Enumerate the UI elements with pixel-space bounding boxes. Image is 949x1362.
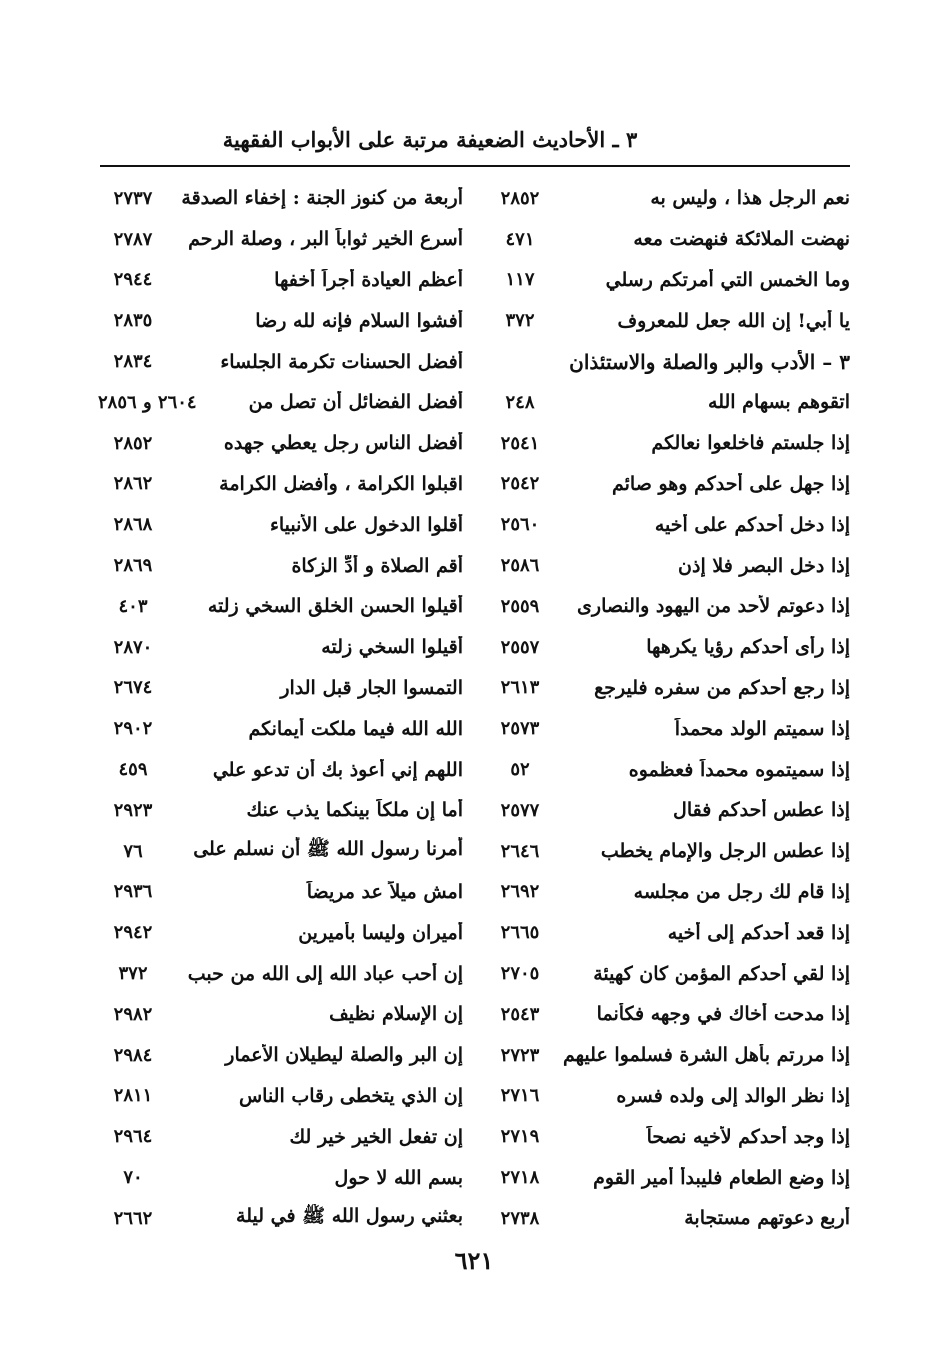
index-entry: [98, 382, 463, 423]
entry-number: ٢٩٤٢: [113, 922, 153, 944]
index-entry: [485, 708, 850, 749]
entry-number: ٥٢: [510, 759, 530, 781]
entry-text: إذا لقي أحدكم المؤمن كان كهيئة: [593, 962, 850, 985]
entry-text: إذا عطس أحدكم فقال: [673, 799, 850, 822]
index-column-left: [98, 178, 463, 1239]
entry-text: إن البر والصلة ليطيلان الأعمار: [225, 1044, 463, 1067]
entry-text: أقيلوا السخي زلته: [321, 636, 463, 659]
index-entry: [98, 423, 463, 464]
index-entry: [485, 545, 850, 586]
index-entry: [485, 1035, 850, 1076]
entry-number: ٢٨٣٥: [113, 310, 153, 332]
entry-text: أربع دعوتهم مستجابة: [684, 1207, 850, 1230]
entry-text: أمرنا رسول الله ﷺ أن نسلم على: [193, 838, 463, 861]
index-entry: [98, 300, 463, 341]
entry-text: اقبلوا الكرامة ، وأفضل الكرامة: [219, 472, 463, 495]
index-entry: [98, 668, 463, 709]
index-entry: [98, 953, 463, 994]
entry-text: إذا جلستم فاخلعوا نعالكم: [651, 432, 850, 455]
entry-number: ٢٨١١: [113, 1085, 153, 1107]
entry-number: ٢٦٠٤ و ٢٨٥٦: [98, 391, 197, 413]
entry-number: ٢٦١٣: [500, 677, 540, 699]
entry-number: ٢٧٣٧: [113, 187, 153, 209]
header-divider: [100, 165, 850, 167]
index-entry: [485, 300, 850, 341]
entry-number: ٢٥٥٧: [500, 636, 540, 658]
index-entry: [98, 504, 463, 545]
entry-number: ٢٥٦٠: [500, 514, 540, 536]
index-entry: [485, 994, 850, 1035]
entry-text: أعظم العيادة أجراً أخفها: [274, 268, 463, 291]
entry-number: ٢٨٧٠: [113, 636, 153, 658]
entry-number: ٤٥٩: [118, 759, 148, 781]
index-entry: [485, 1198, 850, 1239]
entry-text: إذا مدحت أخاك في وجهه فكأنما: [596, 1003, 850, 1026]
entry-text: أقم الصلاة و أدِّ الزكاة: [291, 554, 463, 577]
entry-number: ٢٩٤٤: [113, 269, 153, 291]
entry-text: اتقوهم بسهام الله: [708, 391, 850, 414]
entry-text: إذا قام لك رجل من مجلسه: [633, 880, 850, 903]
entry-text: إذا مررتم بأهل الشرة فسلموا عليهم: [563, 1044, 850, 1067]
index-entry: [98, 586, 463, 627]
index-entry: [485, 1157, 850, 1198]
index-entry: [485, 219, 850, 260]
entry-number: ٢٧٢٣: [500, 1044, 540, 1066]
entry-number: ٢٨٥٢: [500, 187, 540, 209]
entry-text: إن الإسلام نظيف: [329, 1003, 463, 1026]
entry-number: ٧٠: [123, 1167, 143, 1189]
entry-text: إن أحب عباد الله إلى الله من حبب: [187, 962, 463, 985]
index-entry: [485, 749, 850, 790]
entry-text: أفضل الحسنات تكرمة الجلساء: [220, 350, 463, 373]
entry-text: إذا رأى أحدكم رؤيا يكرهها: [646, 636, 850, 659]
entry-text: التمسوا الجار قبل الدار: [280, 676, 463, 699]
entry-number: ٢٧٨٧: [113, 228, 153, 250]
entry-text: امش ميلاً عد مريضاً: [306, 880, 463, 903]
entry-text: إذا جهل على أحدكم وهو صائم: [611, 472, 850, 495]
section-heading: [485, 341, 850, 382]
index-column-right: [485, 178, 850, 1239]
entry-text: إذا قعد أحدكم إلى أخيه: [667, 921, 850, 944]
entry-number: ٢٩٠٢: [113, 718, 153, 740]
index-entry: [98, 341, 463, 382]
entry-number: ٢٧٣٨: [500, 1207, 540, 1229]
entry-number: ٢٩٨٢: [113, 1003, 153, 1025]
index-entry: [98, 912, 463, 953]
index-entry: [98, 872, 463, 913]
entry-number: ٢٥٤٢: [500, 473, 540, 495]
index-entry: [485, 627, 850, 668]
entry-text: أقيلوا الحسن الخلق السخي زلته: [207, 595, 463, 618]
index-entry: [485, 872, 850, 913]
entry-text: إن تفعل الخير خير لك: [289, 1125, 463, 1148]
index-entry: [485, 790, 850, 831]
entry-number: ٢٩٣٦: [113, 881, 153, 903]
entry-number: ٢٤٨: [505, 391, 535, 413]
entry-text: وما الخمس التي أمرتكم رسلي: [605, 268, 850, 291]
entry-text: إذا دعوتم لأحد من اليهود والنصارى: [577, 595, 850, 618]
entry-text: إذا وضع الطعام فليبدأ أمير القوم: [593, 1166, 850, 1189]
entry-text: إذا رجع أحدكم من سفره فليرجع: [594, 676, 850, 699]
index-entry: [98, 1035, 463, 1076]
entry-number: ٢٧١٩: [500, 1126, 540, 1148]
entry-text: أربعة من كنوز الجنة : إخفاء الصدقة: [181, 187, 463, 210]
entry-number: ٢٦٧٤: [113, 677, 153, 699]
entry-text: الله الله فيما ملكت أيمانكم: [248, 717, 463, 740]
entry-number: ٢٦٦٥: [500, 922, 540, 944]
entry-text: أفضل الفضائل أن تصل من: [248, 391, 463, 414]
index-entry: [485, 1076, 850, 1117]
entry-number: ٢٦٤٦: [500, 840, 540, 862]
index-entry: [485, 382, 850, 423]
index-entry: [98, 545, 463, 586]
index-entry: [98, 178, 463, 219]
entry-text: أفشوا السلام فإنه لله رضا: [255, 309, 463, 332]
entry-number: ٢٩٦٤: [113, 1126, 153, 1148]
entry-number: ٣٧٢: [505, 310, 535, 332]
entry-text: إذا دخل أحدكم على أخيه: [654, 513, 850, 536]
entry-number: ٢٨٦٨: [113, 514, 153, 536]
entry-text: يا أبي! إن الله جعل للمعروف: [617, 309, 850, 332]
entry-text: أما إن ملكاً بينكما يذب عنك: [246, 799, 463, 822]
page-header-title: ٣ ـ الأحاديث الضعيفة مرتبة على الأبواب الفقهية: [222, 127, 638, 152]
entry-number: ٢٥٤١: [500, 432, 540, 454]
index-entry: [98, 1076, 463, 1117]
entry-number: ٢٥٧٣: [500, 718, 540, 740]
entry-text: إن الذي يتخطى رقاب الناس: [238, 1084, 463, 1107]
index-entry: [485, 1116, 850, 1157]
entry-text: أسرع الخير ثواباً البر ، وصلة الرحم: [188, 228, 463, 251]
section-heading-text: ٣ – الأدب والبر والصلة والاستئذان: [569, 349, 850, 374]
entry-text: إذا سميتم الولد محمداً: [674, 717, 850, 740]
entry-text: أقلوا الدخول على الأنبياء: [269, 513, 463, 536]
entry-number: ٤٠٣: [118, 595, 148, 617]
entry-text: نعم الرجل هذا ، وليس به: [650, 187, 850, 210]
index-entry: [98, 1157, 463, 1198]
index-entry: [98, 831, 463, 872]
entry-number: ٢٨٣٤: [113, 351, 153, 373]
entry-text: بعثني رسول الله ﷺ في ليلة: [236, 1205, 463, 1228]
entry-text: أفضل الناس رجل يعطي جهده: [223, 432, 463, 455]
entry-number: ٢٥٥٩: [500, 595, 540, 617]
index-entry: [98, 1198, 463, 1239]
entry-number: ٢٥٨٦: [500, 555, 540, 577]
entry-number: ٢٥٤٣: [500, 1003, 540, 1025]
index-entry: [485, 260, 850, 301]
index-entry: [485, 668, 850, 709]
entry-number: ٢٦٩٢: [500, 881, 540, 903]
entry-number: ٢٦٦٢: [113, 1207, 153, 1229]
index-entry: [98, 260, 463, 301]
entry-text: إذا نظر الوالد إلى ولده فسره: [616, 1084, 850, 1107]
entry-number: ٢٧١٨: [500, 1167, 540, 1189]
entry-number: ٢٧٠٥: [500, 963, 540, 985]
index-entry: [98, 464, 463, 505]
entry-text: إذا سميتموه محمداً فعظموه: [628, 758, 850, 781]
entry-number: ٢٧١٦: [500, 1085, 540, 1107]
index-entry: [98, 708, 463, 749]
entry-number: ٤٧١: [505, 228, 535, 250]
index-entry: [485, 423, 850, 464]
entry-number: ٢٨٦٢: [113, 473, 153, 495]
index-entry: [485, 912, 850, 953]
index-entry: [485, 178, 850, 219]
entry-text: بسم الله لا حول: [334, 1166, 463, 1189]
entry-number: ٢٩٨٤: [113, 1044, 153, 1066]
index-entry: [98, 219, 463, 260]
entry-number: ٢٩٢٣: [113, 799, 153, 821]
page-number: ٦٢١: [454, 1246, 494, 1275]
index-entry: [98, 994, 463, 1035]
index-entry: [98, 749, 463, 790]
index-entry: [485, 464, 850, 505]
entry-text: إذا وجد أحدكم لأخيه نصحاً: [646, 1125, 850, 1148]
entry-text: إذا دخل البصر فلا إذن: [678, 554, 850, 577]
entry-text: اللهم إني أعوذ بك أن تدعو علي: [212, 758, 463, 781]
index-entry: [485, 586, 850, 627]
index-entry: [98, 1116, 463, 1157]
entry-number: ٢٥٧٧: [500, 799, 540, 821]
entry-number: ٢٨٥٢: [113, 432, 153, 454]
entry-text: أميران وليسا بأميرين: [298, 921, 463, 944]
entry-number: ٧٦: [123, 840, 143, 862]
entry-number: ٣٧٢: [118, 963, 148, 985]
entry-number: ١١٧: [505, 269, 535, 291]
index-entry: [485, 953, 850, 994]
index-entry: [485, 504, 850, 545]
entry-text: نهضت الملائكة فنهضت معه: [633, 228, 850, 251]
entry-text: إذا عطس الرجل والإمام يخطب: [600, 840, 850, 863]
entry-number: ٢٨٦٩: [113, 555, 153, 577]
index-entry: [98, 627, 463, 668]
index-entry: [485, 831, 850, 872]
index-entry: [98, 790, 463, 831]
